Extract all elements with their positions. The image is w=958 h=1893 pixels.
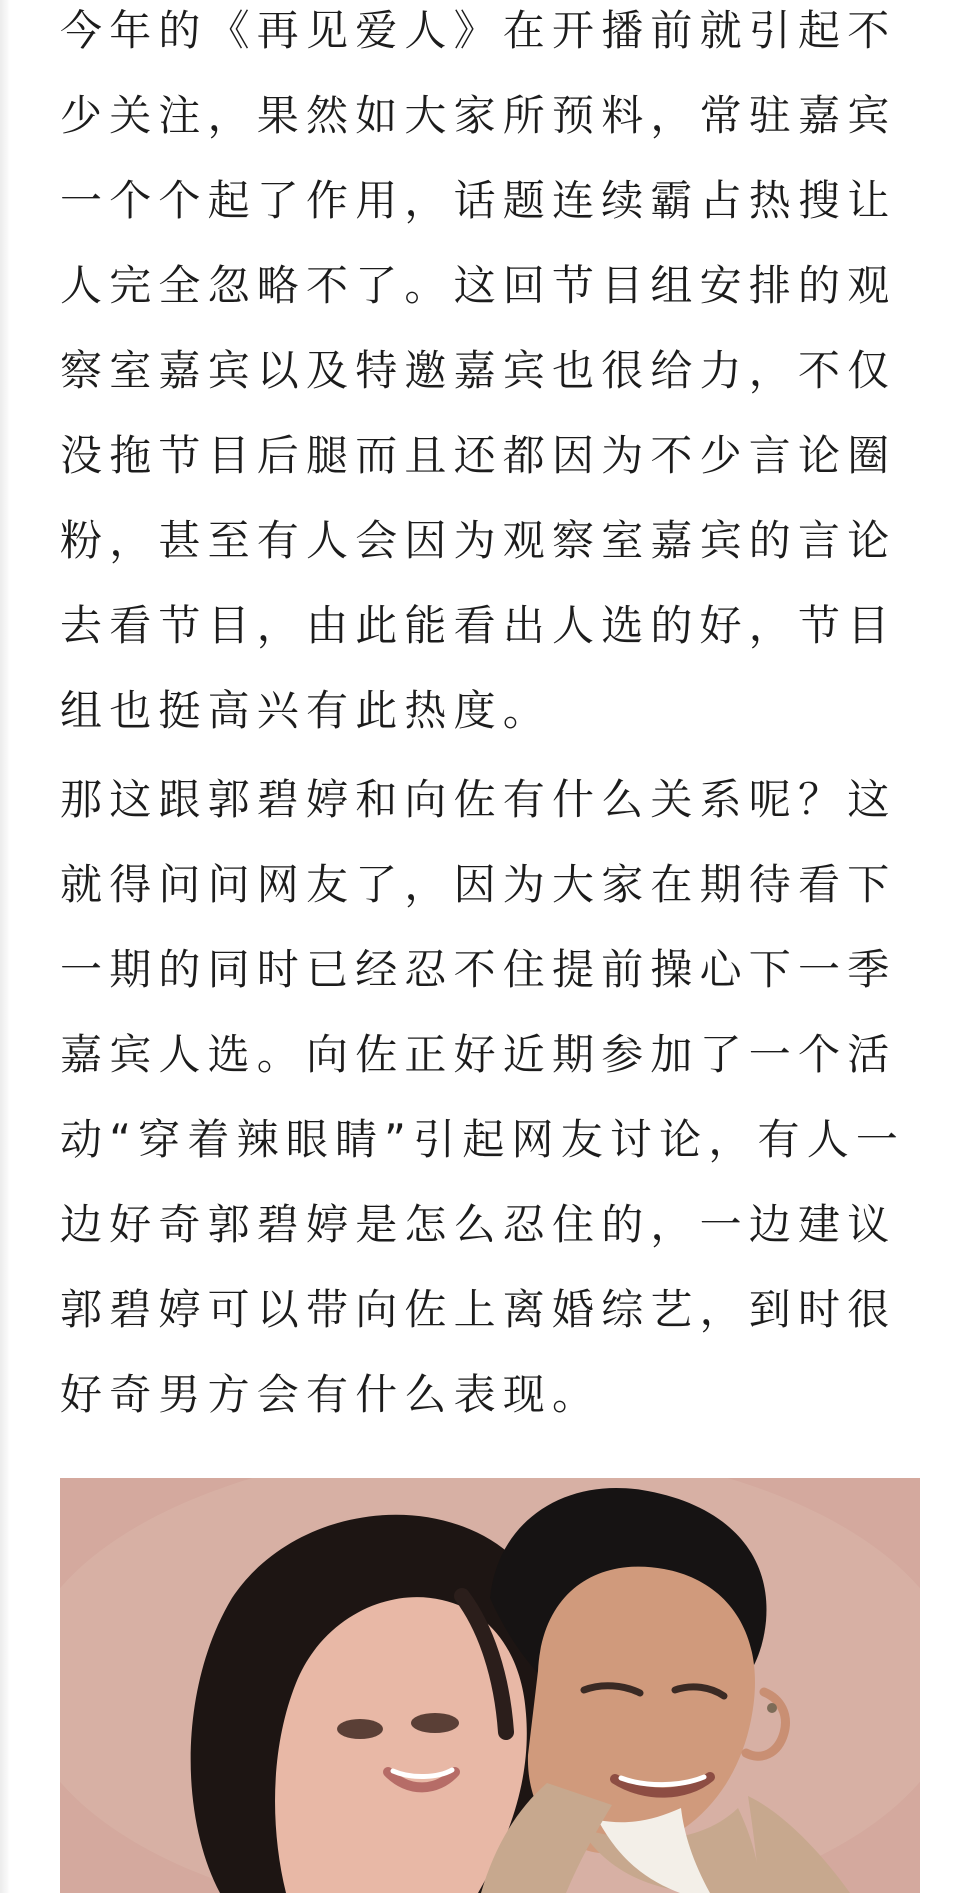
couple-photo bbox=[60, 1478, 920, 1893]
article-paragraph-2: 那这跟郭碧婷和向佐有什么关系呢？这就得问问网友了，因为大家在期待看下一期的同时已经忍不住提前操心下一季嘉宾人选。向佐正好近期参加了一个活动“穿着辣眼睛”引起网友讨论，有人一边好奇郭碧婷是怎么忍住的，一边建议郭碧婷可以带向佐上离婚综艺，到时很好奇男方会有什么表现。 bbox=[60, 775, 906, 1419]
couple-photo-illustration bbox=[60, 1478, 920, 1893]
article-body bbox=[60, 0, 920, 1437]
article-paragraph-1: 今年的《再见爱人》在开播前就引起不少关注，果然如大家所预料，常驻嘉宾一个个起了作用，话题连续霸占热搜让人完全忽略不了。这回节目组安排的观察室嘉宾以及特邀嘉宾也很给力，不仅没拖节目后腿而且还都因为不少言论圈粉，甚至有人会因为观察室嘉宾的言论去看节目，由此能看出人选的好，节目组也挺高兴有此热度。 bbox=[60, 6, 897, 735]
left-divider bbox=[0, 0, 10, 1893]
